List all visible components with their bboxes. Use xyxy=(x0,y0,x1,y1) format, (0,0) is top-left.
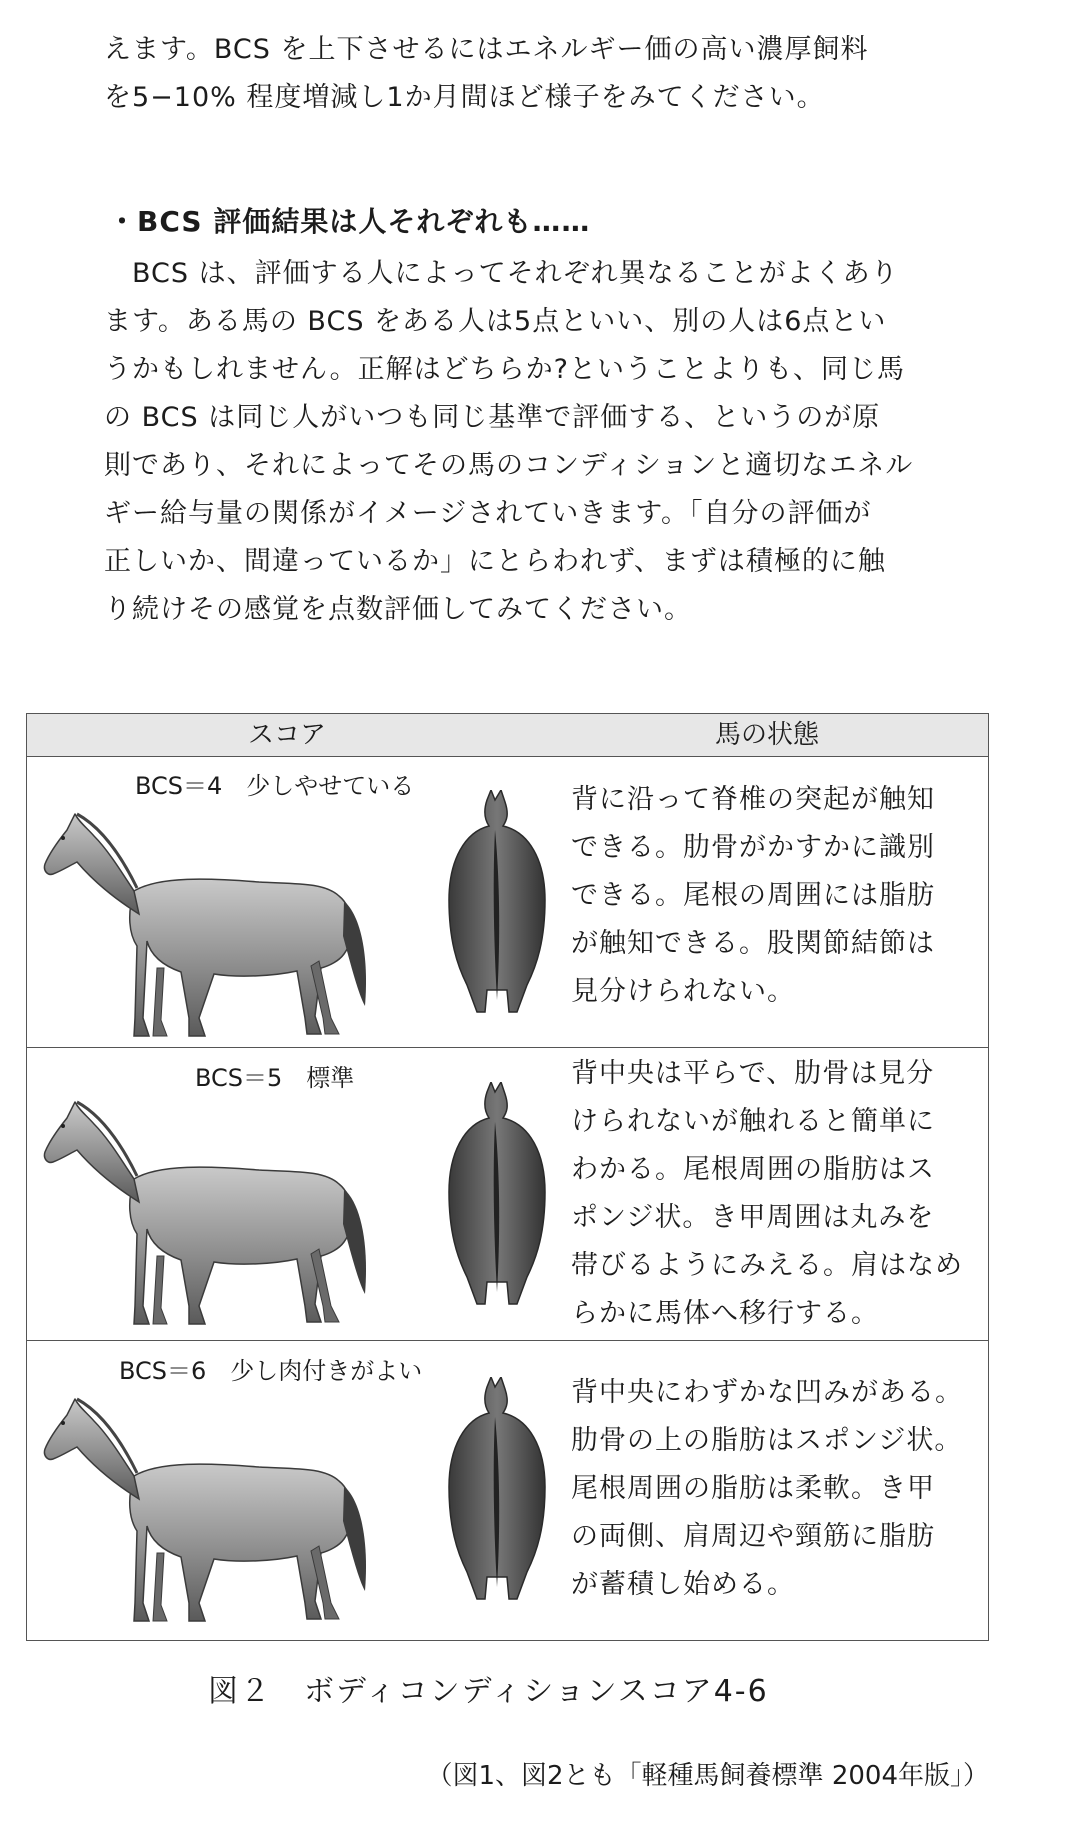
intro-line: えます。BCS を上下させるにはエネルギー価の高い濃厚飼料 xyxy=(104,34,869,65)
state-line: 背中央は平らで、肋骨は見分 xyxy=(571,1058,935,1089)
score-label: BCS＝6 少し肉付きがよい xyxy=(119,1357,423,1385)
header-score: スコア xyxy=(247,720,326,750)
state-line: ポンジ状。き甲周囲は丸みを xyxy=(571,1202,935,1233)
table-row-bcs5 xyxy=(27,1047,988,1341)
header-state: 馬の状態 xyxy=(714,720,819,750)
horse-side-illustration xyxy=(39,1381,419,1631)
state-description xyxy=(571,1050,981,1338)
state-line: できる。尾根の周囲には脂肪 xyxy=(571,880,935,911)
state-description xyxy=(571,1369,981,1609)
body-line: BCS は、評価する人によってそれぞれ異なることがよくあり xyxy=(104,258,899,289)
horse-rear-illustration xyxy=(437,790,557,1020)
state-line: が触知できる。股関節結節は xyxy=(571,928,935,959)
state-description xyxy=(571,776,981,1016)
figure-caption: 図２ ボディコンディションスコア4-6 xyxy=(208,1674,769,1709)
horse-side-illustration xyxy=(39,1084,419,1334)
score-label: BCS＝5 標準 xyxy=(195,1064,355,1092)
body-line: り続けその感覚を点数評価してみてください。 xyxy=(104,594,692,625)
state-line: 帯びるようにみえる。肩はなめ xyxy=(571,1250,963,1281)
score-label: BCS＝4 少しやせている xyxy=(135,772,415,800)
state-line: 肋骨の上の脂肪はスポンジ状。 xyxy=(571,1425,963,1456)
body-paragraph xyxy=(104,250,984,634)
state-line: の両側、肩周辺や頸筋に脂肪 xyxy=(571,1521,935,1552)
horse-side-illustration xyxy=(39,796,419,1046)
state-line: 尾根周囲の脂肪は柔軟。き甲 xyxy=(571,1473,935,1504)
table-row-bcs6 xyxy=(27,1340,988,1641)
state-line: けられないが触れると簡単に xyxy=(571,1106,935,1137)
state-line: わかる。尾根周囲の脂肪はス xyxy=(571,1154,935,1185)
intro-paragraph xyxy=(104,26,984,122)
body-line: うかもしれません。正解はどちらか?ということよりも、同じ馬 xyxy=(104,354,905,385)
state-line: できる。肋骨がかすかに識別 xyxy=(571,832,935,863)
body-line: 則であり、それによってその馬のコンディションと適切なエネル xyxy=(104,450,914,481)
body-line: の BCS は同じ人がいつも同じ基準で評価する、というのが原 xyxy=(104,402,881,433)
state-line: が蓄積し始める。 xyxy=(571,1569,795,1600)
horse-rear-illustration xyxy=(437,1377,557,1607)
figure-source: （図1、図2とも「軽種馬飼養標準 2004年版」） xyxy=(426,1761,989,1791)
body-line: ギー給与量の関係がイメージされていきます。「自分の評価が xyxy=(104,498,872,529)
state-line: 背中央にわずかな凹みがある。 xyxy=(571,1377,963,1408)
body-line: ます。ある馬の BCS をある人は5点といい、別の人は6点とい xyxy=(104,306,887,337)
intro-line: を5−10% 程度増減し1か月間ほど様子をみてください。 xyxy=(104,82,825,113)
table-header xyxy=(27,714,988,757)
state-line: 見分けられない。 xyxy=(571,976,795,1007)
state-line: 背に沿って脊椎の突起が触知 xyxy=(571,784,935,815)
section-heading: ・BCS 評価結果は人それぞれも…… xyxy=(108,205,591,238)
table-row-bcs4 xyxy=(27,756,988,1047)
horse-rear-illustration xyxy=(437,1082,557,1312)
state-line: らかに馬体へ移行する。 xyxy=(571,1298,879,1329)
bcs-table xyxy=(26,713,989,1641)
body-line: 正しいか、間違っているか」にとらわれず、まずは積極的に触 xyxy=(104,546,886,577)
